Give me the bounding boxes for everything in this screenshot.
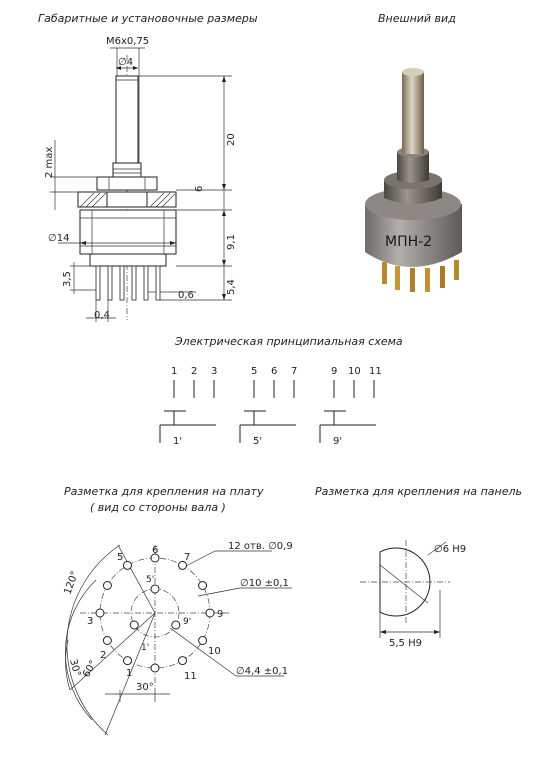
max-label: 2 max — [44, 146, 55, 178]
holes-note: 12 отв. ∅0,9 — [228, 541, 293, 552]
product-photo — [365, 68, 462, 292]
schem-pin-1: 1 — [171, 366, 178, 377]
mounting-hole — [199, 637, 207, 645]
board-marking — [62, 541, 292, 735]
schem-pin-7: 7 — [291, 366, 298, 377]
mounting-hole — [151, 664, 159, 672]
schem-common-5: 5' — [253, 436, 263, 447]
pin-0-6-label: 0,6 — [178, 290, 194, 301]
schem-pin-11: 11 — [369, 366, 382, 377]
inner-hole-label: 1' — [141, 643, 150, 653]
thread-label: M6x0,75 — [106, 36, 150, 47]
angle-30-b: 30° — [136, 682, 154, 693]
shaft-diameter-label: ∅4 — [118, 57, 134, 68]
schematic-title: Электрическая принципиальная схема — [175, 335, 403, 348]
angle-120: 120° — [62, 569, 82, 597]
schem-common-1: 1' — [173, 436, 183, 447]
schem-pin-9: 9 — [331, 366, 338, 377]
product-label: МПН-2 — [385, 234, 433, 250]
center-hole — [172, 621, 180, 629]
panel-marking — [360, 540, 466, 649]
circle-diameter: ∅10 ±0,1 — [240, 578, 289, 589]
mounting-hole — [103, 637, 111, 645]
schem-pin-3: 3 — [211, 366, 218, 377]
body-diameter-label: ∅14 — [48, 233, 70, 244]
center-diameter: ∅4,4 ±0,1 — [236, 666, 289, 677]
hole-label: 6 — [152, 545, 159, 556]
pin-3-5-label: 3,5 — [62, 271, 73, 287]
center-hole — [130, 621, 138, 629]
mounting-hole — [103, 582, 111, 590]
angle-60: 60° — [81, 658, 100, 680]
mounting-hole — [124, 657, 132, 665]
inner-hole-label: 9' — [183, 617, 192, 627]
mounting-hole — [206, 609, 214, 617]
schem-pin-2: 2 — [191, 366, 198, 377]
mounting-hole — [179, 657, 187, 665]
schem-common-9: 9' — [333, 436, 343, 447]
pin-0-4-label: 0,4 — [94, 310, 110, 321]
dimension-drawing — [44, 36, 237, 322]
schem-pin-6: 6 — [271, 366, 278, 377]
center-hole — [151, 585, 159, 593]
panel-diameter: ∅6 H9 — [434, 544, 467, 555]
board-marking-note: ( вид со стороны вала ) — [90, 501, 226, 514]
mounting-hole — [199, 582, 207, 590]
hole-label: 9 — [217, 609, 224, 620]
body-height-label: 9,1 — [226, 234, 237, 250]
six-label: 6 — [194, 185, 205, 192]
angle-30-a: 30° — [67, 657, 83, 678]
appearance-title: Внешний вид — [378, 12, 456, 25]
panel-flat: 5,5 H9 — [389, 638, 422, 649]
pin-5-4-label: 5,4 — [226, 279, 237, 295]
schem-pin-10: 10 — [348, 366, 361, 377]
hole-label: 10 — [208, 646, 221, 657]
shaft-length-label: 20 — [226, 133, 237, 146]
mounting-hole — [124, 561, 132, 569]
panel-marking-title: Разметка для крепления на панель — [315, 485, 523, 498]
mounting-hole — [96, 609, 104, 617]
dimensions-title: Габаритные и установочные размеры — [38, 12, 258, 25]
hole-label: 5 — [117, 552, 124, 563]
hole-label: 3 — [87, 616, 94, 627]
hole-label: 11 — [184, 671, 197, 682]
inner-hole-label: 5' — [146, 575, 155, 585]
schem-pin-5: 5 — [251, 366, 258, 377]
hole-label: 1 — [126, 668, 133, 679]
hole-label: 2 — [100, 650, 107, 661]
hole-label: 7 — [184, 552, 191, 563]
schematic — [160, 366, 382, 447]
board-marking-title: Разметка для крепления на плату — [64, 485, 264, 498]
